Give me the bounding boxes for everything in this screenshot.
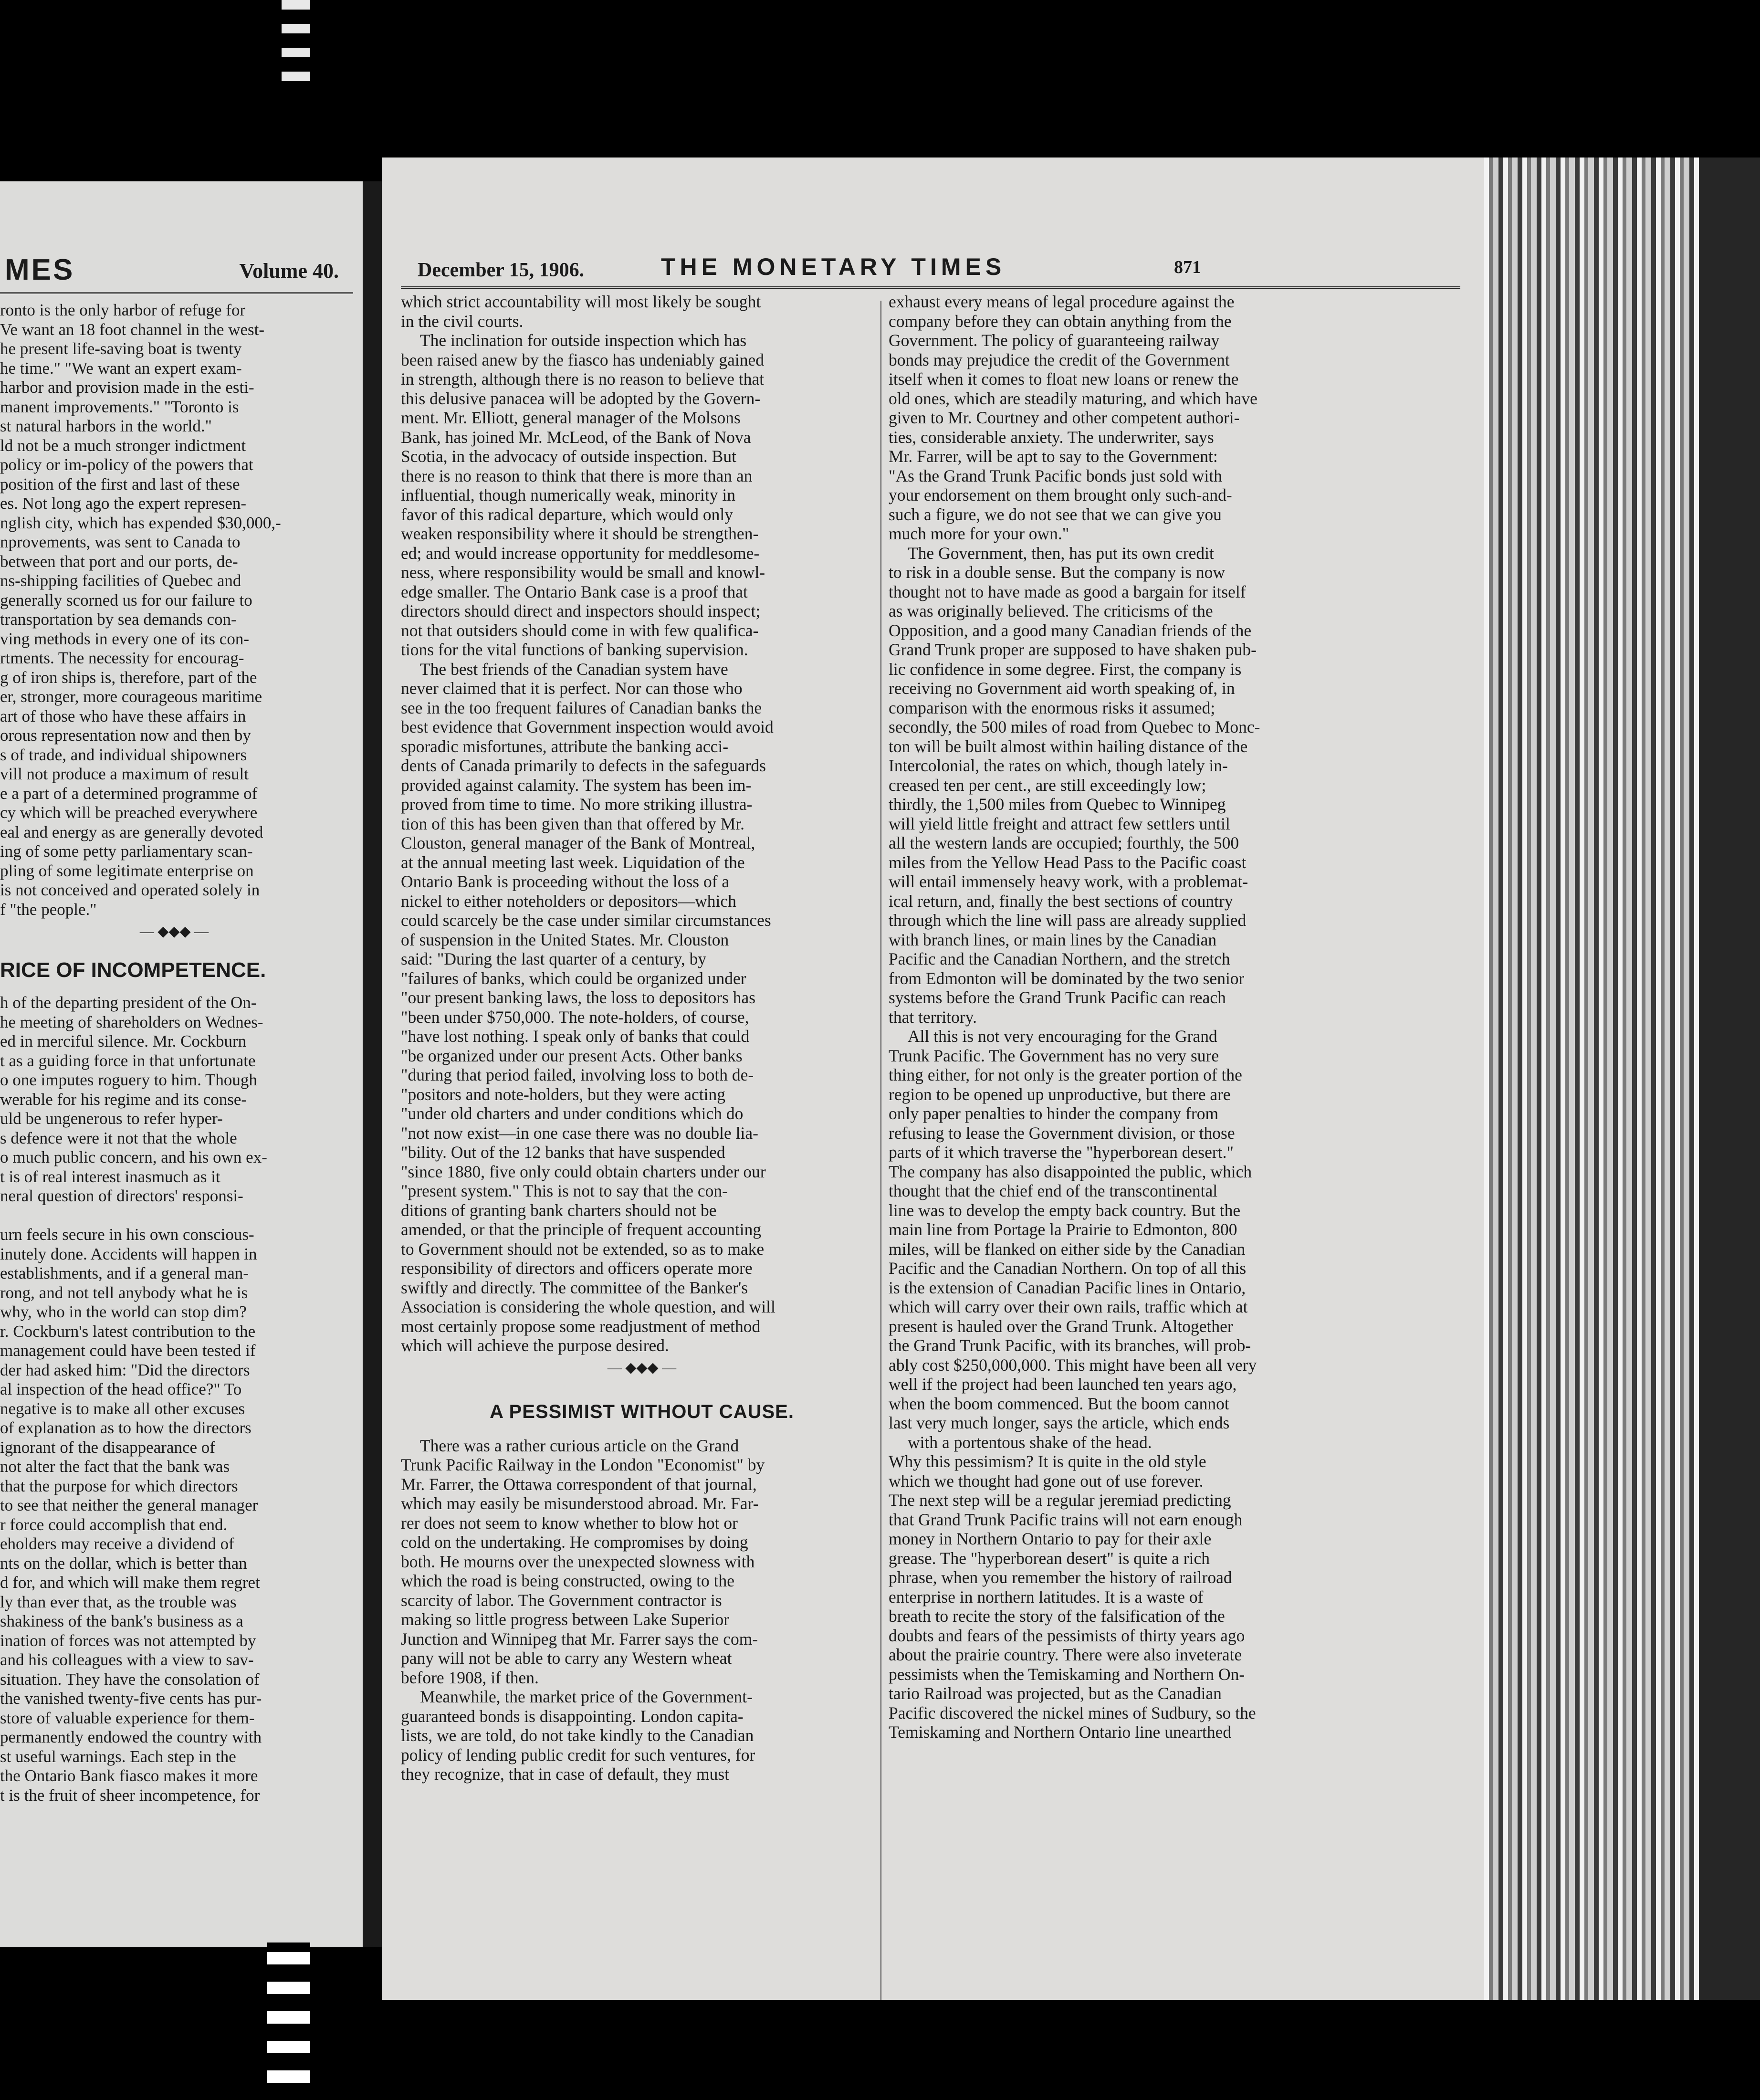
text-line: never claimed that it is perfect. Nor can those who — [401, 679, 743, 698]
text-line: "positors and note-holders, but they were acting — [401, 1084, 725, 1104]
text-line: not alter the fact that the bank was — [0, 1457, 230, 1476]
text-line: to see that neither the general manager — [0, 1496, 258, 1514]
text-line: o one imputes roguery to him. Though — [0, 1071, 257, 1089]
text-line: ignorant of the disappearance of — [0, 1438, 215, 1457]
text-line: d for, and which will make them regret — [0, 1573, 260, 1592]
text-line: The company has also disappointed the public, which — [889, 1162, 1252, 1181]
text-line: ness, where responsibility would be small and knowl- — [401, 563, 765, 582]
text-line: such a figure, we do not see that we can give you — [889, 504, 1222, 524]
text-line: systems before the Grand Trunk Pacific can reach — [889, 988, 1226, 1007]
text-line: "during that period failed, involving loss to both de- — [401, 1065, 754, 1084]
text-line: eholders may receive a dividend of — [0, 1534, 234, 1553]
right-page — [382, 158, 1484, 2000]
text-line: miles, will be flanked on either side by the Canadian — [889, 1239, 1246, 1259]
article-heading: A PESSIMIST WITHOUT CAUSE. — [490, 1401, 794, 1422]
text-line: orous representation now and then by — [0, 726, 251, 745]
page-number: 871 — [1174, 257, 1201, 277]
text-line: ditions of granting bank charters should not be — [401, 1200, 717, 1220]
header-rule — [401, 286, 1460, 289]
text-line: "not now exist—in one case there was no double lia- — [401, 1123, 758, 1143]
text-line: he meeting of shareholders on Wednes- — [0, 1012, 263, 1031]
running-header — [382, 248, 1484, 291]
text-line: which will carry over their own rails, traffic which at — [889, 1297, 1248, 1316]
text-line: uld be ungenerous to refer hyper- — [0, 1109, 223, 1128]
text-line: best evidence that Government inspection would avoid — [401, 717, 774, 736]
text-line: that Grand Trunk Pacific trains will not earn enough — [889, 1510, 1243, 1529]
text-line: Trunk Pacific Railway in the London "Economist" by — [401, 1455, 765, 1474]
text-line: which the road is being constructed, owing to the — [401, 1571, 734, 1590]
text-line: r force could accomplish that end. — [0, 1515, 228, 1534]
text-line: breath to recite the story of the falsification of the — [889, 1606, 1225, 1626]
text-line: neral question of directors' responsi- — [0, 1186, 243, 1205]
text-line: policy or im-policy of the powers that — [0, 455, 253, 474]
text-line: most certainly propose some readjustment of method — [401, 1316, 761, 1336]
text-line: thought that the chief end of the transcontinental — [889, 1181, 1218, 1200]
text-line: The best friends of the Canadian system have — [420, 659, 728, 679]
text-line: they recognize, that in case of default, they must — [401, 1764, 730, 1784]
text-line: er, stronger, more courageous maritime — [0, 687, 262, 706]
text-line: f "the people." — [0, 900, 97, 919]
text-line: establishments, and if a general man- — [0, 1264, 249, 1282]
text-line: well if the project had been launched ten years ago, — [889, 1375, 1237, 1394]
text-line: he present life-saving boat is twenty — [0, 339, 242, 358]
text-line: ably cost $250,000,000. This might have been all very — [889, 1355, 1257, 1375]
text-line: t is the fruit of sheer incompetence, for — [0, 1785, 260, 1805]
text-line: why, who in the world can stop dim? — [0, 1302, 247, 1321]
text-line: ns-shipping facilities of Quebec and — [0, 571, 241, 590]
film-sprocket-bottom — [267, 1942, 310, 2100]
text-line: thought not to have made as good a bargain for itself — [889, 582, 1246, 601]
text-line: thing either, for not only is the greater portion of the — [889, 1065, 1242, 1084]
text-line: only paper penalties to hinder the company from — [889, 1104, 1219, 1123]
text-line: thirdly, the 1,500 miles from Quebec to Winnipeg — [889, 795, 1226, 814]
text-line: all the western lands are occupied; fourthly, the 500 — [889, 833, 1239, 852]
text-line: your endorsement on them brought only such-and- — [889, 485, 1232, 504]
text-line: "be organized under our present Acts. Other banks — [401, 1046, 743, 1065]
text-line: pessimists when the Temiskaming and Northern On- — [889, 1664, 1245, 1684]
text-line: ton will be built almost within hailing distance of the — [889, 736, 1248, 756]
text-line: Ve want an 18 foot channel in the west- — [0, 320, 265, 339]
text-line: parts of it which traverse the "hyperborean desert." — [889, 1143, 1234, 1162]
text-line: will yield little freight and attract few settlers until — [889, 814, 1230, 833]
text-line: Opposition, and a good many Canadian friends of the — [889, 620, 1252, 640]
film-sprocket-top — [282, 0, 310, 95]
text-line: ment. Mr. Elliott, general manager of the Molsons — [401, 408, 741, 427]
text-line: ed in merciful silence. Mr. Cockburn — [0, 1032, 247, 1050]
text-line: "bility. Out of the 12 banks that have suspended — [401, 1143, 725, 1162]
text-line: given to Mr. Courtney and other competent authori- — [889, 408, 1240, 427]
section-ornament: — ◆◆◆ — — [139, 924, 209, 939]
text-line: h of the departing president of the On- — [0, 993, 257, 1012]
text-line: "failures of banks, which could be organized under — [401, 968, 746, 988]
text-line: nickel to either noteholders or depositors—which — [401, 891, 736, 911]
text-line: with a portentous shake of the head. — [908, 1432, 1152, 1452]
article-body-text — [401, 1436, 883, 1784]
text-line: Mr. Farrer, will be apt to say to the Government: — [889, 447, 1218, 466]
text-line: Clouston, general manager of the Bank of Montreal, — [401, 833, 755, 852]
text-line: been raised anew by the fiasco has undeniably gained — [401, 350, 764, 369]
text-line: there is no reason to think that there is more than an — [401, 466, 753, 485]
text-line: Bank, has joined Mr. McLeod, of the Bank of Nova — [401, 427, 751, 447]
text-line: is the extension of Canadian Pacific lines in Ontario, — [889, 1278, 1246, 1297]
text-line: enterprise in northern latitudes. It is a waste of — [889, 1587, 1204, 1606]
text-line: nglish city, which has expended $30,000,- — [0, 513, 281, 532]
text-line: phrase, when you remember the history of railroad — [889, 1568, 1232, 1587]
text-line: manent improvements." "Toronto is — [0, 397, 239, 416]
text-line: es. Not long ago the expert represen- — [0, 494, 247, 513]
text-line — [0, 1206, 348, 1226]
text-line: proved from time to time. No more striking illustra- — [401, 795, 753, 814]
text-line: Pacific discovered the nickel mines of Sudbury, so the — [889, 1703, 1256, 1722]
text-line: eal and energy as are generally devoted — [0, 822, 263, 841]
text-line: situation. They have the consolation of — [0, 1670, 260, 1689]
text-line: o much public concern, and his own ex- — [0, 1148, 267, 1166]
text-line: ld not be a much stronger indictment — [0, 436, 246, 455]
text-line: pling of some legitimate enterprise on — [0, 861, 254, 880]
text-line: as was originally believed. The criticisms of the — [889, 601, 1213, 620]
column-right — [889, 292, 1371, 1742]
text-line: is not conceived and operated solely in — [0, 881, 260, 899]
text-line: of suspension in the United States. Mr. Clouston — [401, 930, 729, 949]
text-line: Government. The policy of guaranteeing railway — [889, 331, 1220, 350]
text-line: negative is to make all other excuses — [0, 1399, 245, 1418]
text-line: Mr. Farrer, the Ottawa correspondent of that journal, — [401, 1474, 757, 1494]
text-line: Pacific and the Canadian Northern, and the stretch — [889, 949, 1230, 968]
text-line: through which the line will pass are already supplied — [889, 911, 1247, 930]
text-line: miles from the Yellow Head Pass to the Pacific coast — [889, 852, 1247, 872]
text-line: rtments. The necessity for encourag- — [0, 649, 244, 667]
text-line: nts on the dollar, which is better than — [0, 1554, 247, 1573]
left-text-block-b — [0, 993, 348, 1805]
text-line: Scotia, in the advocacy of outside inspection. But — [401, 447, 736, 466]
text-line: to Government should not be extended, so as to make — [401, 1239, 765, 1259]
article-continued-text — [401, 292, 883, 1355]
text-line: shakiness of the bank's business as a — [0, 1612, 243, 1630]
article-body-continued — [889, 292, 1371, 1742]
text-line: will entail immensely heavy work, with a problemat- — [889, 872, 1248, 891]
text-line: position of the first and last of these — [0, 474, 240, 494]
text-line: the Grand Trunk Pacific, with its branches, will prob- — [889, 1336, 1251, 1355]
text-line: in strength, although there is no reason to believe that — [401, 369, 765, 388]
text-line: "present system." This is not to say that the con- — [401, 1181, 728, 1200]
text-line: st natural harbors in the world." — [0, 417, 212, 435]
text-line: swiftly and directly. The committee of the Banker's — [401, 1278, 748, 1297]
text-line: "since 1880, five only could obtain charters under our — [401, 1162, 766, 1181]
text-line: Association is considering the whole question, and will — [401, 1297, 775, 1316]
text-line: grease. The "hyperborean desert" is quite a rich — [889, 1548, 1210, 1568]
text-line: much more for your own." — [889, 524, 1069, 543]
text-line: old ones, which are steadily maturing, and which have — [889, 388, 1257, 408]
text-line: "been under $750,000. The note-holders, of course, — [401, 1007, 749, 1027]
text-line: responsibility of directors and officers operate more — [401, 1259, 753, 1278]
text-line: t is of real interest inasmuch as it — [0, 1167, 220, 1186]
text-line: st useful warnings. Each step in the — [0, 1747, 236, 1766]
text-line: s of trade, and individual shipowners — [0, 745, 247, 764]
text-line: tario Railroad was projected, but as the Canadian — [889, 1684, 1222, 1703]
text-line: from Edmonton will be dominated by the two senior — [889, 968, 1245, 988]
text-line: ronto is the only harbor of refuge for — [0, 301, 246, 319]
text-line: management could have been tested if — [0, 1341, 256, 1360]
text-line: company before they can obtain anything from the — [889, 311, 1232, 331]
text-line: ving methods in every one of its con- — [0, 629, 249, 648]
text-line: Grand Trunk proper are supposed to have shaken pub- — [889, 640, 1257, 659]
text-line: inutely done. Accidents will happen in — [0, 1244, 257, 1263]
text-line: lists, we are told, do not take kindly to the Canadian — [401, 1726, 754, 1745]
text-line: amended, or that the principle of frequent accounting — [401, 1220, 762, 1239]
issue-date: December 15, 1906. — [418, 259, 585, 281]
text-line: weaken responsibility where it should be strengthen- — [401, 524, 759, 543]
text-line: ly than ever that, as the trouble was — [0, 1592, 237, 1611]
text-line: rer does not seem to know whether to blow hot or — [401, 1513, 738, 1533]
text-line: region to be opened up unproductive, but there are — [889, 1084, 1231, 1104]
text-line: Temiskaming and Northern Ontario line unearthed — [889, 1722, 1232, 1742]
text-line: last very much longer, says the article, which ends — [889, 1413, 1230, 1432]
text-line: dents of Canada primarily to defects in the safeguards — [401, 756, 766, 775]
text-line: Pacific and the Canadian Northern. On top of all this — [889, 1259, 1247, 1278]
journal-title: THE MONETARY TIMES — [661, 253, 1006, 280]
text-line: bonds may prejudice the credit of the Government — [889, 350, 1230, 369]
text-line: exhaust every means of legal procedure against the — [889, 292, 1235, 311]
text-line: generally scorned us for our failure to — [0, 590, 252, 609]
text-line: not that outsiders should come in with few qualifica- — [401, 620, 759, 640]
text-line: cy which will be preached everywhere — [0, 803, 258, 822]
text-line: al inspection of the head office?" To — [0, 1380, 242, 1398]
text-line: "have lost nothing. I speak only of banks that could — [401, 1027, 750, 1046]
text-line: which we thought had gone out of use forever. — [889, 1471, 1204, 1491]
text-line: The next step will be a regular jeremiad predicting — [889, 1491, 1231, 1510]
text-line: The Government, then, has put its own credit — [908, 543, 1214, 563]
text-line: The inclination for outside inspection which has — [420, 331, 747, 350]
volume-label: Volume 40. — [239, 259, 339, 283]
text-line: doubts and fears of the pessimists of thirty years ago — [889, 1626, 1245, 1645]
text-line: itself when it comes to float new loans or renew the — [889, 369, 1239, 388]
text-line: s defence were it not that the whole — [0, 1128, 237, 1147]
left-column — [0, 301, 348, 1805]
text-line: Why this pessimism? It is quite in the old style — [889, 1452, 1206, 1471]
text-line: transportation by sea demands con- — [0, 610, 237, 629]
text-line: in the civil courts. — [401, 311, 524, 331]
text-line: store of valuable experience for them- — [0, 1708, 255, 1727]
text-line: of explanation as to how the directors — [0, 1418, 251, 1437]
text-line: "under old charters and under conditions which do — [401, 1104, 744, 1123]
text-line: e a part of a determined programme of — [0, 784, 258, 803]
text-line: nprovements, was sent to Canada to — [0, 533, 241, 551]
text-line: which will achieve the purpose desired. — [401, 1336, 669, 1355]
text-line: Trunk Pacific. The Government has no very sure — [889, 1046, 1219, 1065]
text-line: policy of lending public credit for such ventures, for — [401, 1745, 755, 1764]
text-line: tion of this has been given than that offered by Mr. — [401, 814, 745, 833]
text-line: urn feels secure in his own conscious- — [0, 1225, 254, 1244]
text-line: at the annual meeting last week. Liquidation of the — [401, 852, 745, 872]
text-line: Meanwhile, the market price of the Government- — [420, 1687, 753, 1706]
text-line: said: "During the last quarter of a century, by — [401, 949, 707, 968]
left-page — [0, 181, 363, 1947]
text-line: see in the too frequent failures of Canadian banks the — [401, 698, 762, 717]
text-line: werable for his regime and its conse- — [0, 1090, 247, 1109]
text-line: about the prairie country. There were also inveterate — [889, 1645, 1242, 1664]
column-left — [401, 292, 883, 1784]
text-line: that the purpose for which directors — [0, 1476, 238, 1495]
text-line: There was a rather curious article on the Grand — [420, 1436, 739, 1455]
text-line: present is hauled over the Grand Trunk. Altogether — [889, 1316, 1233, 1336]
text-line: art of those who have these affairs in — [0, 706, 246, 725]
text-line: main line from Portage la Prairie to Edmonton, 800 — [889, 1220, 1237, 1239]
text-line: when the boom commenced. But the boom cannot — [889, 1394, 1229, 1413]
text-line: permanently endowed the country with — [0, 1728, 262, 1746]
text-line: line was to develop the empty back country. But the — [889, 1200, 1241, 1220]
text-line: he time." "We want an expert exam- — [0, 358, 242, 378]
text-line: ination of forces was not attempted by — [0, 1631, 256, 1650]
text-line: making so little progress between Lake Superior — [401, 1610, 730, 1629]
text-line: rong, and not tell anybody what he is — [0, 1283, 248, 1302]
text-line: provided against calamity. The system has been im- — [401, 775, 752, 795]
text-line: pany will not be able to carry any Western wheat — [401, 1648, 732, 1668]
left-text-block-a — [0, 301, 348, 919]
text-line: could scarcely be the case under similar circumstances — [401, 911, 771, 930]
book-edge-shadow — [1699, 158, 1760, 2000]
text-line: cold on the undertaking. He compromises by doing — [401, 1533, 748, 1552]
text-line: secondly, the 500 miles of road from Quebec to Monc- — [889, 717, 1260, 736]
text-line: lic confidence in some degree. First, the company is — [889, 659, 1242, 679]
text-line: g of iron ships is, therefore, part of the — [0, 668, 257, 687]
text-line: before 1908, if then. — [401, 1668, 539, 1687]
text-line: creased ten per cent., are still exceedingly low; — [889, 775, 1206, 795]
text-line: "As the Grand Trunk Pacific bonds just sold with — [889, 466, 1222, 485]
article-ornament: — ◆◆◆ — — [607, 1359, 677, 1376]
book-gutter — [363, 181, 382, 1947]
text-line: Ontario Bank is proceeding without the loss of a — [401, 872, 730, 891]
left-section-heading: RICE OF INCOMPETENCE. — [0, 958, 266, 982]
text-line: ing of some petty parliamentary scan- — [0, 842, 253, 861]
text-line: influential, though numerically weak, minority in — [401, 485, 735, 504]
text-line: directors should direct and inspectors should inspect; — [401, 601, 761, 620]
text-line: this delusive panacea will be adopted by the Govern- — [401, 388, 761, 408]
left-page-header — [0, 253, 353, 291]
text-line: ties, considerable anxiety. The underwriter, says — [889, 427, 1214, 447]
text-line: which may easily be misunderstood abroad. Mr. Far- — [401, 1494, 759, 1513]
text-line: comparison with the enormous risks it assumed; — [889, 698, 1215, 717]
left-header-rule — [0, 292, 353, 294]
text-line: Junction and Winnipeg that Mr. Farrer says the com- — [401, 1629, 758, 1648]
text-line: sporadic misfortunes, attribute the banking acci- — [401, 736, 729, 756]
text-line: Intercolonial, the rates on which, though lately in- — [889, 756, 1228, 775]
text-line: r. Cockburn's latest contribution to the — [0, 1322, 256, 1341]
text-line: guaranteed bonds is disappointing. London capita- — [401, 1706, 744, 1726]
left-masthead: MES — [5, 253, 75, 286]
text-line: ical return, and, finally the best sections of country — [889, 891, 1233, 911]
text-line: the vanished twenty-five cents has pur- — [0, 1689, 262, 1708]
text-line: that territory. — [889, 1007, 977, 1027]
text-line: edge smaller. The Ontario Bank case is a proof that — [401, 582, 748, 601]
text-line: favor of this radical departure, which would only — [401, 504, 733, 524]
text-line: both. He mourns over the unexpected slowness with — [401, 1552, 755, 1571]
text-line: and his colleagues with a view to sav- — [0, 1650, 254, 1669]
text-line: ed; and would increase opportunity for meddlesome- — [401, 543, 760, 563]
text-line: the Ontario Bank fiasco makes it more — [0, 1766, 258, 1785]
text-line: refusing to lease the Government division, or those — [889, 1123, 1235, 1143]
text-line: money in Northern Ontario to pay for their axle — [889, 1529, 1212, 1548]
text-line: with branch lines, or main lines by the Canadian — [889, 930, 1217, 949]
text-line: which strict accountability will most likely be sought — [401, 292, 761, 311]
text-line: scarcity of labor. The Government contractor is — [401, 1590, 722, 1610]
text-line: All this is not very encouraging for the Grand — [908, 1027, 1217, 1046]
text-line: "our present banking laws, the loss to depositors has — [401, 988, 756, 1007]
text-line: between that port and our ports, de- — [0, 552, 238, 571]
text-line: receiving no Government aid worth speaking of, in — [889, 679, 1235, 698]
text-line: der had asked him: "Did the directors — [0, 1360, 250, 1379]
text-line: harbor and provision made in the esti- — [0, 378, 254, 397]
text-line: to risk in a double sense. But the company is now — [889, 563, 1225, 582]
text-line: vill not produce a maximum of result — [0, 765, 249, 783]
text-line: tions for the vital functions of banking supervision. — [401, 640, 748, 659]
text-line: t as a guiding force in that unfortunate — [0, 1051, 256, 1070]
